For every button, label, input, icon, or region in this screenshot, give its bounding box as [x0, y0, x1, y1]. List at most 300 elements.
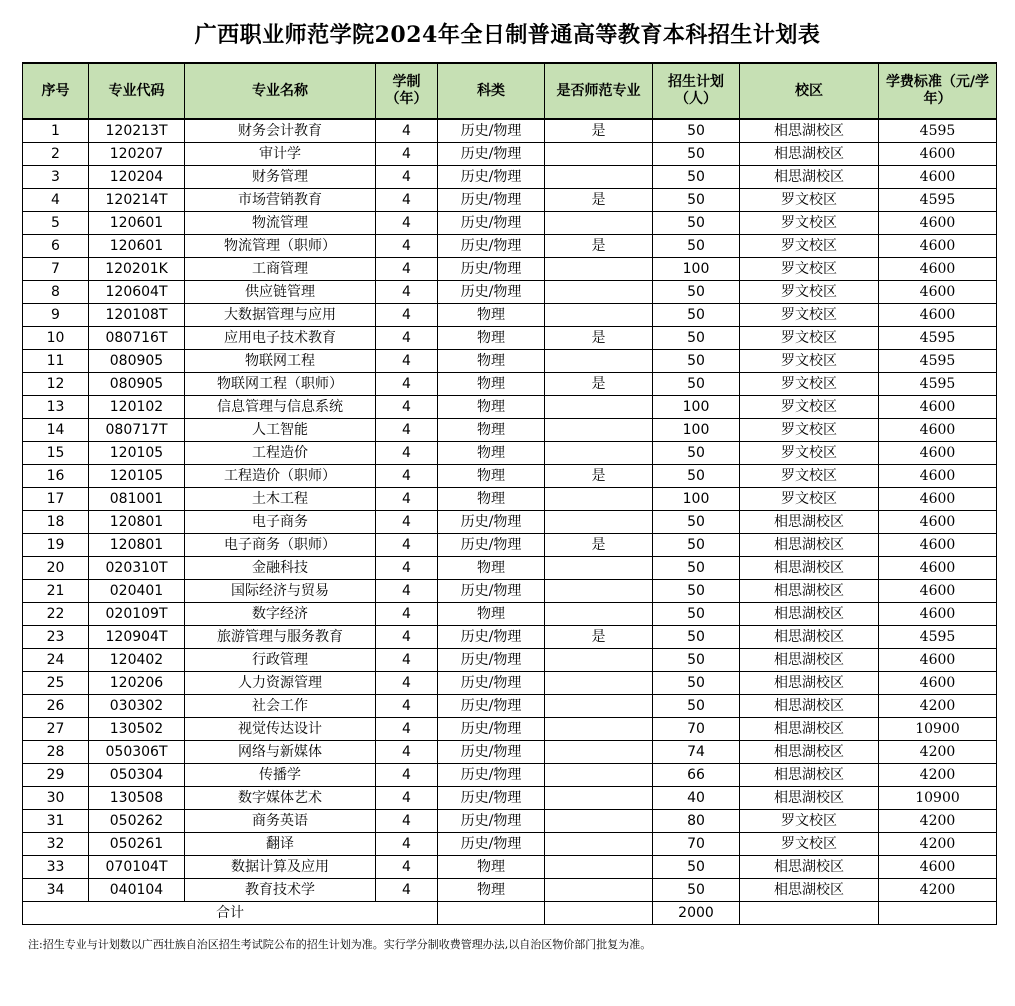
cell-campus: 相思湖校区: [740, 557, 879, 580]
table-row: [23, 396, 997, 419]
cell-major-name: 土木工程: [185, 488, 376, 511]
cell-major-code: 120604T: [89, 281, 185, 304]
table-row: [23, 119, 997, 143]
cell-years: 4: [376, 580, 438, 603]
cell-index: 1: [23, 119, 89, 143]
cell-tuition: 4600: [879, 649, 997, 672]
cell-index: 29: [23, 764, 89, 787]
cell-major-name: 翻译: [185, 833, 376, 856]
cell-campus: 相思湖校区: [740, 695, 879, 718]
cell-normal-major: 是: [545, 235, 653, 258]
cell-normal-major: [545, 488, 653, 511]
cell-index: 23: [23, 626, 89, 649]
cell-normal-major: [545, 143, 653, 166]
table-row: [23, 718, 997, 741]
cell-index: 25: [23, 672, 89, 695]
table-row: [23, 166, 997, 189]
table-row: [23, 580, 997, 603]
cell-index: 5: [23, 212, 89, 235]
cell-campus: 罗文校区: [740, 327, 879, 350]
cell-major-name: 大数据管理与应用: [185, 304, 376, 327]
cell-tuition: 4200: [879, 741, 997, 764]
cell-years: 4: [376, 258, 438, 281]
cell-major-code: 130502: [89, 718, 185, 741]
table-row: [23, 143, 997, 166]
table-row: [23, 764, 997, 787]
cell-major-code: 120213T: [89, 119, 185, 143]
cell-quota: 50: [653, 235, 740, 258]
cell-tuition: 4600: [879, 143, 997, 166]
cell-tuition: 4600: [879, 488, 997, 511]
cell-tuition: 4595: [879, 327, 997, 350]
cell-major-name: 应用电子技术教育: [185, 327, 376, 350]
cell-index: 20: [23, 557, 89, 580]
cell-campus: 罗文校区: [740, 258, 879, 281]
cell-major-name: 教育技术学: [185, 879, 376, 902]
cell-subject: 物理: [438, 350, 545, 373]
cell-tuition: 4200: [879, 810, 997, 833]
cell-campus: 相思湖校区: [740, 649, 879, 672]
cell-tuition: 4200: [879, 695, 997, 718]
cell-subject: 历史/物理: [438, 672, 545, 695]
cell-subject: 物理: [438, 603, 545, 626]
table-row: [23, 304, 997, 327]
cell-major-code: 120105: [89, 442, 185, 465]
cell-quota: 50: [653, 465, 740, 488]
cell-major-code: 050262: [89, 810, 185, 833]
cell-subject: 历史/物理: [438, 741, 545, 764]
cell-quota: 50: [653, 373, 740, 396]
cell-tuition: 4600: [879, 465, 997, 488]
cell-quota: 100: [653, 419, 740, 442]
cell-campus: 相思湖校区: [740, 534, 879, 557]
cell-tuition: 4595: [879, 373, 997, 396]
cell-years: 4: [376, 879, 438, 902]
page-title: 广西职业师范学院2024年全日制普通高等教育本科招生计划表: [194, 22, 821, 48]
cell-normal-major: [545, 879, 653, 902]
cell-index: 17: [23, 488, 89, 511]
cell-quota: 50: [653, 626, 740, 649]
table-row: [23, 603, 997, 626]
cell-years: 4: [376, 350, 438, 373]
cell-tuition: 4600: [879, 603, 997, 626]
cell-normal-major: [545, 166, 653, 189]
cell-major-name: 视觉传达设计: [185, 718, 376, 741]
table-row: [23, 672, 997, 695]
cell-quota: 50: [653, 327, 740, 350]
cell-major-name: 财务管理: [185, 166, 376, 189]
cell-quota: 70: [653, 833, 740, 856]
cell-tuition: 4600: [879, 166, 997, 189]
header-index: 序号: [23, 63, 89, 119]
cell-tuition: 4600: [879, 304, 997, 327]
cell-index: 34: [23, 879, 89, 902]
table-row: [23, 442, 997, 465]
cell-index: 11: [23, 350, 89, 373]
cell-years: 4: [376, 442, 438, 465]
cell-tuition: 4600: [879, 511, 997, 534]
cell-major-name: 工程造价（职师）: [185, 465, 376, 488]
cell-index: 26: [23, 695, 89, 718]
cell-quota: 50: [653, 856, 740, 879]
cell-major-name: 物联网工程（职师）: [185, 373, 376, 396]
cell-major-code: 030302: [89, 695, 185, 718]
cell-subject: 物理: [438, 373, 545, 396]
header-tuition: 学费标准（元/学年）: [879, 63, 997, 119]
cell-index: 16: [23, 465, 89, 488]
cell-quota: 100: [653, 396, 740, 419]
cell-normal-major: [545, 442, 653, 465]
cell-subject: 历史/物理: [438, 649, 545, 672]
cell-normal-major: 是: [545, 534, 653, 557]
cell-index: 10: [23, 327, 89, 350]
cell-campus: 相思湖校区: [740, 626, 879, 649]
cell-major-name: 财务会计教育: [185, 119, 376, 143]
cell-major-code: 120207: [89, 143, 185, 166]
cell-major-name: 国际经济与贸易: [185, 580, 376, 603]
cell-index: 13: [23, 396, 89, 419]
cell-major-code: 120801: [89, 511, 185, 534]
header-years: 学制（年）: [376, 63, 438, 119]
cell-campus: 罗文校区: [740, 442, 879, 465]
cell-quota: 50: [653, 511, 740, 534]
cell-subject: 历史/物理: [438, 787, 545, 810]
table-row: [23, 419, 997, 442]
cell-campus: 相思湖校区: [740, 672, 879, 695]
cell-subject: 历史/物理: [438, 580, 545, 603]
cell-normal-major: 是: [545, 327, 653, 350]
cell-years: 4: [376, 143, 438, 166]
cell-subject: 历史/物理: [438, 695, 545, 718]
header-subject: 科类: [438, 63, 545, 119]
cell-campus: 相思湖校区: [740, 119, 879, 143]
cell-subject: 物理: [438, 304, 545, 327]
cell-campus: 罗文校区: [740, 833, 879, 856]
cell-quota: 50: [653, 695, 740, 718]
cell-tuition: 4595: [879, 626, 997, 649]
cell-index: 14: [23, 419, 89, 442]
cell-quota: 50: [653, 281, 740, 304]
cell-tuition: 4600: [879, 580, 997, 603]
cell-major-code: 120204: [89, 166, 185, 189]
cell-major-name: 工商管理: [185, 258, 376, 281]
total-label: 合计: [23, 902, 438, 925]
cell-normal-major: [545, 603, 653, 626]
cell-years: 4: [376, 235, 438, 258]
cell-quota: 50: [653, 649, 740, 672]
cell-years: 4: [376, 119, 438, 143]
table-row: [23, 281, 997, 304]
cell-major-name: 行政管理: [185, 649, 376, 672]
cell-tuition: 4600: [879, 281, 997, 304]
cell-years: 4: [376, 672, 438, 695]
cell-major-code: 120105: [89, 465, 185, 488]
cell-quota: 50: [653, 442, 740, 465]
table-row: [23, 695, 997, 718]
table-row: [23, 373, 997, 396]
cell-tuition: 4600: [879, 557, 997, 580]
cell-normal-major: [545, 718, 653, 741]
total-row: [23, 902, 997, 925]
cell-quota: 50: [653, 603, 740, 626]
cell-tuition: 4600: [879, 534, 997, 557]
cell-years: 4: [376, 304, 438, 327]
table-row: [23, 488, 997, 511]
cell-major-code: 120206: [89, 672, 185, 695]
cell-tuition: 4200: [879, 833, 997, 856]
cell-subject: 物理: [438, 396, 545, 419]
cell-years: 4: [376, 511, 438, 534]
cell-major-name: 供应链管理: [185, 281, 376, 304]
cell-campus: 罗文校区: [740, 488, 879, 511]
table-row: [23, 189, 997, 212]
cell-tuition: 4595: [879, 189, 997, 212]
cell-normal-major: [545, 810, 653, 833]
cell-subject: 历史/物理: [438, 810, 545, 833]
cell-campus: 罗文校区: [740, 396, 879, 419]
cell-normal-major: [545, 350, 653, 373]
cell-subject: 历史/物理: [438, 534, 545, 557]
cell-years: 4: [376, 741, 438, 764]
cell-major-name: 人力资源管理: [185, 672, 376, 695]
cell-quota: 50: [653, 189, 740, 212]
cell-normal-major: [545, 856, 653, 879]
cell-major-name: 传播学: [185, 764, 376, 787]
cell-normal-major: [545, 281, 653, 304]
cell-normal-major: [545, 396, 653, 419]
cell-years: 4: [376, 166, 438, 189]
cell-index: 21: [23, 580, 89, 603]
cell-subject: 历史/物理: [438, 281, 545, 304]
cell-years: 4: [376, 212, 438, 235]
cell-normal-major: [545, 258, 653, 281]
cell-tuition: 10900: [879, 718, 997, 741]
cell-campus: 罗文校区: [740, 465, 879, 488]
table-row: [23, 810, 997, 833]
cell-major-name: 数据计算及应用: [185, 856, 376, 879]
cell-tuition: 4600: [879, 235, 997, 258]
cell-tuition: 4600: [879, 396, 997, 419]
table-row: [23, 258, 997, 281]
footnote: 注:招生专业与计划数以广西壮族自治区招生考试院公布的招生计划为准。实行学分制收费管理办法,以自治区物价部门批复为准。: [28, 938, 652, 951]
cell-index: 31: [23, 810, 89, 833]
cell-subject: 物理: [438, 465, 545, 488]
cell-major-name: 工程造价: [185, 442, 376, 465]
total-normal-blank: [545, 902, 653, 925]
total-tuition-blank: [879, 902, 997, 925]
cell-major-code: 020310T: [89, 557, 185, 580]
cell-normal-major: [545, 764, 653, 787]
cell-major-code: 050261: [89, 833, 185, 856]
cell-major-name: 数字媒体艺术: [185, 787, 376, 810]
cell-normal-major: [545, 695, 653, 718]
cell-index: 4: [23, 189, 89, 212]
cell-campus: 相思湖校区: [740, 511, 879, 534]
cell-subject: 历史/物理: [438, 833, 545, 856]
cell-normal-major: [545, 787, 653, 810]
cell-campus: 罗文校区: [740, 189, 879, 212]
cell-major-name: 金融科技: [185, 557, 376, 580]
cell-normal-major: [545, 304, 653, 327]
cell-campus: 相思湖校区: [740, 143, 879, 166]
table-row: [23, 534, 997, 557]
cell-index: 27: [23, 718, 89, 741]
cell-tuition: 4600: [879, 419, 997, 442]
cell-subject: 历史/物理: [438, 626, 545, 649]
cell-campus: 相思湖校区: [740, 764, 879, 787]
cell-years: 4: [376, 856, 438, 879]
table-row: [23, 327, 997, 350]
cell-major-name: 商务英语: [185, 810, 376, 833]
cell-subject: 物理: [438, 419, 545, 442]
cell-quota: 66: [653, 764, 740, 787]
cell-major-name: 物流管理（职师）: [185, 235, 376, 258]
cell-normal-major: [545, 557, 653, 580]
cell-normal-major: [545, 833, 653, 856]
cell-major-code: 040104: [89, 879, 185, 902]
table-row: [23, 350, 997, 373]
cell-years: 4: [376, 465, 438, 488]
cell-index: 2: [23, 143, 89, 166]
cell-index: 22: [23, 603, 89, 626]
cell-campus: 相思湖校区: [740, 879, 879, 902]
cell-tuition: 10900: [879, 787, 997, 810]
cell-major-code: 080905: [89, 350, 185, 373]
cell-years: 4: [376, 373, 438, 396]
cell-quota: 50: [653, 350, 740, 373]
cell-index: 19: [23, 534, 89, 557]
cell-quota: 100: [653, 488, 740, 511]
total-quota: 2000: [653, 902, 740, 925]
cell-campus: 相思湖校区: [740, 787, 879, 810]
cell-years: 4: [376, 557, 438, 580]
cell-subject: 历史/物理: [438, 764, 545, 787]
cell-index: 33: [23, 856, 89, 879]
cell-campus: 罗文校区: [740, 419, 879, 442]
table-row: [23, 465, 997, 488]
cell-normal-major: [545, 580, 653, 603]
cell-normal-major: [545, 212, 653, 235]
cell-major-name: 人工智能: [185, 419, 376, 442]
table-row: [23, 833, 997, 856]
cell-years: 4: [376, 810, 438, 833]
cell-quota: 80: [653, 810, 740, 833]
cell-index: 18: [23, 511, 89, 534]
cell-normal-major: [545, 511, 653, 534]
cell-campus: 罗文校区: [740, 212, 879, 235]
header-quota: 招生计划（人）: [653, 63, 740, 119]
cell-quota: 70: [653, 718, 740, 741]
cell-major-code: 080716T: [89, 327, 185, 350]
table-row: [23, 212, 997, 235]
cell-tuition: 4595: [879, 119, 997, 143]
cell-index: 28: [23, 741, 89, 764]
cell-major-name: 物联网工程: [185, 350, 376, 373]
cell-major-code: 080717T: [89, 419, 185, 442]
cell-subject: 历史/物理: [438, 189, 545, 212]
cell-campus: 相思湖校区: [740, 580, 879, 603]
cell-normal-major: 是: [545, 189, 653, 212]
cell-campus: 相思湖校区: [740, 166, 879, 189]
cell-major-code: 020109T: [89, 603, 185, 626]
cell-major-code: 020401: [89, 580, 185, 603]
cell-normal-major: [545, 419, 653, 442]
cell-campus: 相思湖校区: [740, 603, 879, 626]
cell-campus: 罗文校区: [740, 304, 879, 327]
cell-quota: 50: [653, 534, 740, 557]
cell-years: 4: [376, 649, 438, 672]
cell-index: 15: [23, 442, 89, 465]
cell-years: 4: [376, 695, 438, 718]
cell-normal-major: 是: [545, 465, 653, 488]
cell-years: 4: [376, 396, 438, 419]
cell-tuition: 4600: [879, 442, 997, 465]
cell-major-name: 社会工作: [185, 695, 376, 718]
cell-years: 4: [376, 626, 438, 649]
cell-index: 32: [23, 833, 89, 856]
cell-subject: 历史/物理: [438, 143, 545, 166]
cell-index: 8: [23, 281, 89, 304]
cell-major-code: 050304: [89, 764, 185, 787]
cell-index: 6: [23, 235, 89, 258]
table-row: [23, 879, 997, 902]
cell-major-code: 081001: [89, 488, 185, 511]
cell-years: 4: [376, 281, 438, 304]
cell-campus: 罗文校区: [740, 281, 879, 304]
cell-campus: 相思湖校区: [740, 718, 879, 741]
cell-subject: 历史/物理: [438, 718, 545, 741]
cell-subject: 物理: [438, 327, 545, 350]
table-row: [23, 626, 997, 649]
total-subject-blank: [438, 902, 545, 925]
cell-campus: 罗文校区: [740, 350, 879, 373]
cell-quota: 50: [653, 304, 740, 327]
cell-years: 4: [376, 327, 438, 350]
table-body: [23, 119, 997, 925]
cell-subject: 历史/物理: [438, 212, 545, 235]
cell-major-name: 旅游管理与服务教育: [185, 626, 376, 649]
cell-quota: 50: [653, 212, 740, 235]
cell-major-code: 120601: [89, 235, 185, 258]
cell-quota: 50: [653, 143, 740, 166]
table-row: [23, 235, 997, 258]
cell-index: 9: [23, 304, 89, 327]
table-row: [23, 856, 997, 879]
cell-major-code: 120402: [89, 649, 185, 672]
cell-index: 24: [23, 649, 89, 672]
cell-subject: 历史/物理: [438, 258, 545, 281]
cell-tuition: 4200: [879, 879, 997, 902]
cell-subject: 物理: [438, 856, 545, 879]
cell-normal-major: 是: [545, 373, 653, 396]
cell-campus: 罗文校区: [740, 810, 879, 833]
cell-years: 4: [376, 603, 438, 626]
cell-quota: 50: [653, 580, 740, 603]
cell-major-code: 120801: [89, 534, 185, 557]
cell-major-name: 市场营销教育: [185, 189, 376, 212]
header-major-code: 专业代码: [89, 63, 185, 119]
cell-years: 4: [376, 764, 438, 787]
table-header-row: [23, 63, 997, 119]
cell-tuition: 4200: [879, 764, 997, 787]
cell-major-code: 120214T: [89, 189, 185, 212]
cell-tuition: 4600: [879, 212, 997, 235]
cell-tuition: 4600: [879, 258, 997, 281]
cell-campus: 罗文校区: [740, 235, 879, 258]
cell-years: 4: [376, 419, 438, 442]
cell-quota: 50: [653, 557, 740, 580]
cell-campus: 罗文校区: [740, 373, 879, 396]
